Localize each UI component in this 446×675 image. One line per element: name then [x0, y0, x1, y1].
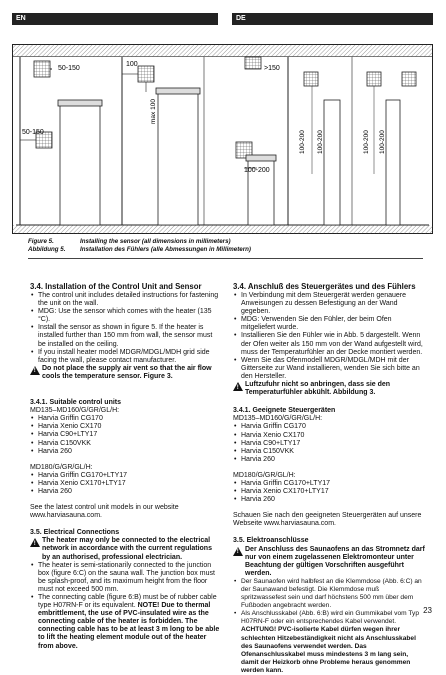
figure-label: 100-200: [379, 130, 386, 154]
figure-label: 100-200: [299, 130, 306, 154]
figure-label: 100-200: [363, 130, 370, 154]
list-item: • The control unit includes detailed instructions for fastening the unit on the wall.: [30, 292, 222, 308]
list-item: • Harvia Xenio CX170+LTY17: [30, 480, 222, 488]
list-item: • Harvia Griffin CG170+LTY17: [233, 480, 425, 488]
list-item: • The connecting cable (figure 6:B) must be of rubber cable type H07RN-F or its equivalent. NOTE! Due to thermal embrittlement, the use of PVC-insulated wire as the connecting cable of the heater is forbidden. The connecting cable has to be at least 3 m long to be able to lift the heating element module out of the heater from above.: [30, 594, 222, 651]
figure-label: 100-200: [317, 130, 324, 154]
list-item: • Harvia C150VKK: [233, 448, 425, 456]
divider: [28, 258, 423, 259]
list-item: • Harvia Xenio CX170+LTY17: [233, 488, 425, 496]
list-item: • Der Saunaofen wird halbfest an die Klemmdose (Abb. 6:C) an der Saunawand befestigt. Die Klemmdose muß spritzwassefest sein und darf höchstens 500 mm über dem Fußboden angebracht werden.: [233, 578, 425, 610]
list-item: • Install the sensor as shown in figure 5. If the heater is installed further than 150 mm from wall, the sensor must be installed on the ceiling.: [30, 324, 222, 348]
warning-note: ! Luftzufuhr nicht so anbringen, dass sie den Temperaturfühler abkühlt. Abbildung 3.: [233, 381, 425, 397]
figure-label: 50-150: [58, 65, 80, 72]
list-item: • The heater is semi-stationarily connected to the junction box (figure 6:C) on the sauna wall. The junction box must be splash-proof, and its maximum height from the floor must not exceed 500 mm.: [30, 562, 222, 594]
list-item: • Harvia 260: [30, 488, 222, 496]
section-heading: 3.4.1. Suitable control units: [30, 399, 122, 407]
figure-label: max 100: [150, 99, 157, 124]
list-item: • MDG: Verwenden Sie den Fühler, der beim Ofen mitgeliefert wurde.: [233, 316, 425, 332]
figure-label: 100: [126, 61, 138, 68]
section-heading: 3.5. Elektroanschlüsse: [233, 537, 309, 545]
list-item: • Harvia C90+LTY17: [30, 431, 222, 439]
sensor-installation-figure: [12, 44, 433, 234]
list-item: • Harvia 260: [30, 448, 222, 456]
warning-note: ! The heater may only be connected to the electrical network in accordance with the current regulations by an authorised, professional electrician.: [30, 537, 222, 561]
list-item: • Harvia 260: [233, 456, 425, 464]
list-item: • Harvia C90+LTY17: [233, 440, 425, 448]
figure-label: 50-150: [22, 129, 44, 136]
page-number: 23: [423, 606, 432, 615]
list-item: • Als Anschlusskabel (Abb. 6:B) wird ein Gummikabel vom Typ H07RN-F oder ein entsprechendes Kabel verwendet. ACHTUNG! PVC-isolierte Kabel dürfen wegen ihrer schlechten Hitzebeständigkeit nicht als Anschlusskabel des Saunaofens verwendet werden. Das Ofenanschlusskabel muss mindestens 3 m lang sein, damit der Heizkorb ohne Probleme heraus genommen werden kann.: [233, 610, 425, 675]
list-item: • Harvia Griffin CG170: [30, 415, 222, 423]
model-group-heading: MD180/G/GR/GL/H:: [30, 463, 93, 471]
list-item: • In Verbindung mit dem Steuergerät werden genauere Anweisungen zu dessen Befestigung an der Wand gegeben.: [233, 292, 425, 316]
section-heading: 3.4.1. Geeignete Steuergeräten: [233, 407, 336, 415]
website-note: See the latest control unit models in our website www.harviasauna.com.: [30, 504, 179, 520]
warning-note: ! Do not place the supply air vent so that the air flow cools the temperature sensor. Figure 3.: [30, 365, 222, 381]
list-item: • Harvia Xenio CX170: [30, 423, 222, 431]
warning-icon: [233, 547, 243, 556]
list-item: • Harvia Xenio CX170: [233, 432, 425, 440]
language-tab-de: DE: [232, 13, 433, 25]
warning-note: ! Der Anschluss des Saunaofens an das Stromnetz darf nur von einem zugelassenen Elektromonteur unter Beachtung der gültigen Vorschriften ausgeführt werden.: [233, 546, 425, 578]
model-group-heading: MD135–MD160/G/GR/GL/H:: [233, 415, 323, 423]
model-group-heading: MD135–MD160/G/GR/GL/H:: [30, 407, 120, 415]
list-item: • Wenn Sie das Ofenmodell MDGR/MDGL/MDH mit der Gitterseite zur Wand installieren, wenden Sie sich bitte an den Hersteller.: [233, 357, 425, 381]
figure-label: >150: [264, 65, 280, 72]
model-group-heading: MD180/G/GR/GL/H:: [233, 471, 296, 479]
section-heading: 3.4. Installation of the Control Unit and Sensor: [30, 282, 202, 291]
warning-icon: [30, 538, 40, 547]
list-item: • Harvia C150VKK: [30, 440, 222, 448]
section-heading: 3.5. Electrical Connections: [30, 529, 120, 537]
warning-icon: [30, 366, 40, 375]
column-de: [233, 282, 425, 675]
list-item: • Installieren Sie den Fühler wie in Abb. 5 dargestellt. Wenn der Ofen weiter als 150 mm von der Wand aufgestellt wird, muss der Temperaturfühler an der Decke montiert werden.: [233, 332, 425, 356]
figure-label: 100-200: [244, 167, 270, 174]
section-heading: 3.4. Anschluß des Steuergerätes und des Fühlers: [233, 282, 416, 291]
website-note: Schauen Sie nach den geeigneten Steuergeräten auf unsere Webseite www.harviasauna.com.: [233, 512, 422, 528]
warning-icon: [233, 382, 243, 391]
list-item: • Harvia Griffin CG170+LTY17: [30, 472, 222, 480]
figure-caption: Figure 5. Installing the sensor (all dimensions in millimeters) Abbildung 5. Installation des Fühlers (alle Abmessungen in Millimetern): [28, 238, 251, 253]
list-item: • Harvia Griffin CG170: [233, 423, 425, 431]
language-tab-en: EN: [12, 13, 218, 25]
list-item: • If you install heater model MDGR/MDGL/MDH grid side facing the wall, please contact manufacturer.: [30, 349, 222, 365]
list-item: • MDG: Use the sensor which comes with the heater (135 °C).: [30, 308, 222, 324]
list-item: • Harvia 260: [233, 496, 425, 504]
column-en: [30, 282, 222, 651]
